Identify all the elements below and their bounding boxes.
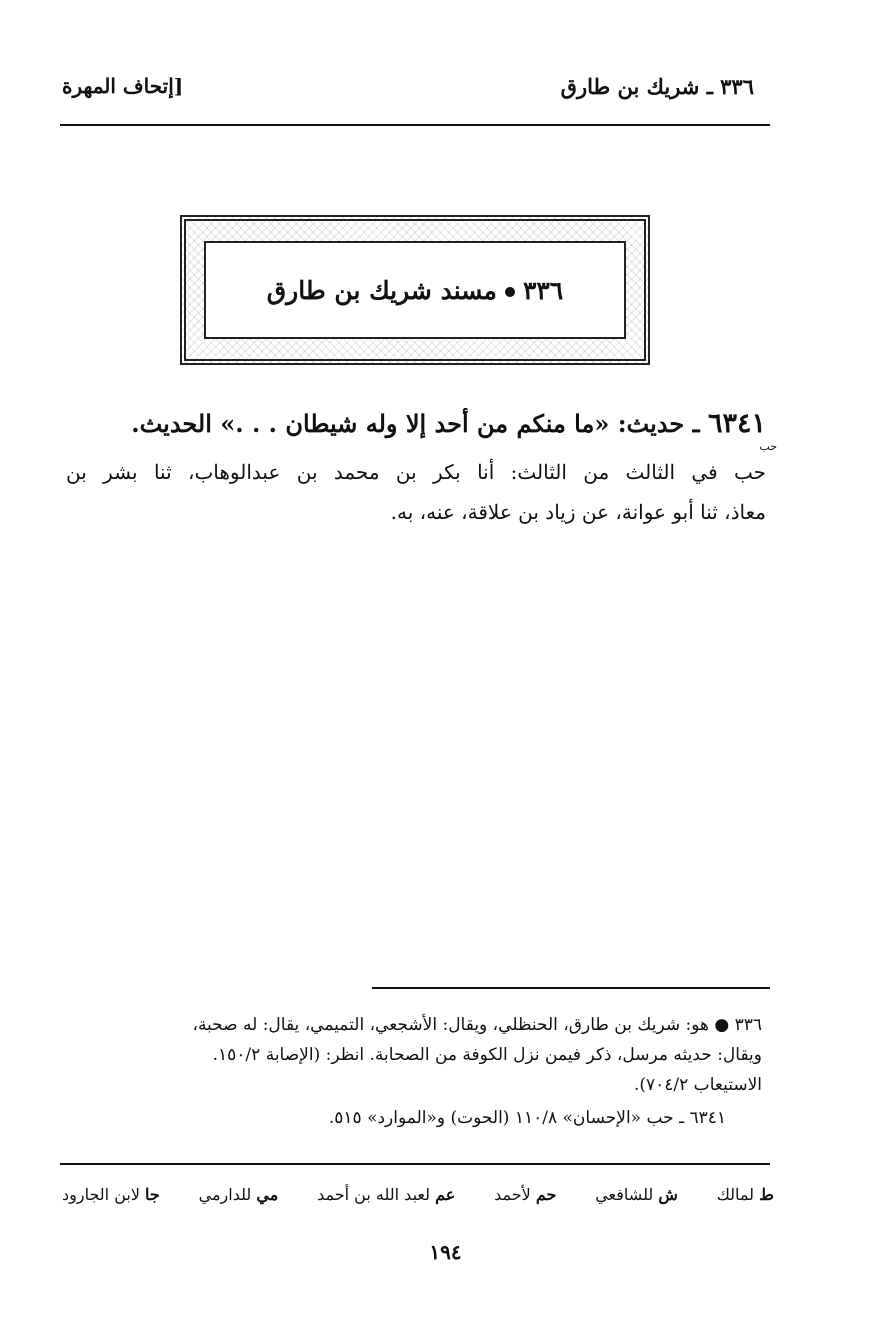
- abbreviations-rule: [60, 1163, 770, 1165]
- hadith-number: ٦٣٤١: [707, 408, 766, 439]
- abbreviation-item: ش للشافعي: [595, 1185, 678, 1204]
- hadith-isnad-line-1: حب في الثالث من الثالث: أنا بكر بن محمد بن عبدالوهاب، ثنا بشر بن: [66, 460, 766, 484]
- running-header-section: ٣٣٦ ـ شريك بن طارق: [560, 74, 754, 99]
- hadith-siglum: حب: [759, 440, 777, 453]
- abbreviation-item: عم لعبد الله بن أحمد: [317, 1185, 456, 1204]
- header-rule: [60, 124, 770, 126]
- hadith-heading-text: ـ حديث: «ما منكم من أحد إلا وله شيطان . . .» الحديث.: [131, 409, 700, 438]
- musnad-heading: [267, 276, 564, 305]
- musnad-number: ٣٣٦: [522, 275, 564, 305]
- footnote-rule: [372, 987, 770, 989]
- abbreviation-item: جا لابن الجارود: [62, 1185, 160, 1204]
- musnad-ornamental-frame: [180, 215, 650, 365]
- abbreviations-key: [62, 1185, 774, 1204]
- footnote-336-line-3: الاستيعاب ٧٠٤/٢).: [633, 1075, 762, 1095]
- abbreviation-item: حم لأحمد: [494, 1185, 557, 1204]
- hadith-heading: [131, 408, 766, 439]
- bullet-icon: [505, 287, 515, 297]
- abbreviation-item: مي للدارمي: [198, 1185, 279, 1204]
- page-number: ١٩٤: [429, 1240, 462, 1264]
- hadith-isnad-line-2: معاذ، ثنا أبو عوانة، عن زياد بن علاقة، عنه، به.: [390, 500, 766, 524]
- footnote-336-line-2: ويقال: حديثه مرسل، ذكر فيمن نزل الكوفة من الصحابة. انظر: (الإصابة ١٥٠/٢.: [212, 1045, 762, 1065]
- running-header-book: [إتحاف المهرة: [62, 74, 184, 98]
- musnad-title-box: [204, 241, 626, 339]
- footnote-6341: ٦٣٤١ ـ حب «الإحسان» ١١٠/٨ (الحوت) و«الموارد» ٥١٥.: [328, 1108, 726, 1128]
- abbreviation-item: ط لمالك: [716, 1185, 774, 1204]
- musnad-title: مسند شريك بن طارق: [266, 275, 497, 305]
- footnote-336-line-1: ٣٣٦ ● هو: شريك بن طارق، الحنظلي، ويقال: الأشجعي، التميمي، يقال: له صحبة،: [192, 1015, 762, 1035]
